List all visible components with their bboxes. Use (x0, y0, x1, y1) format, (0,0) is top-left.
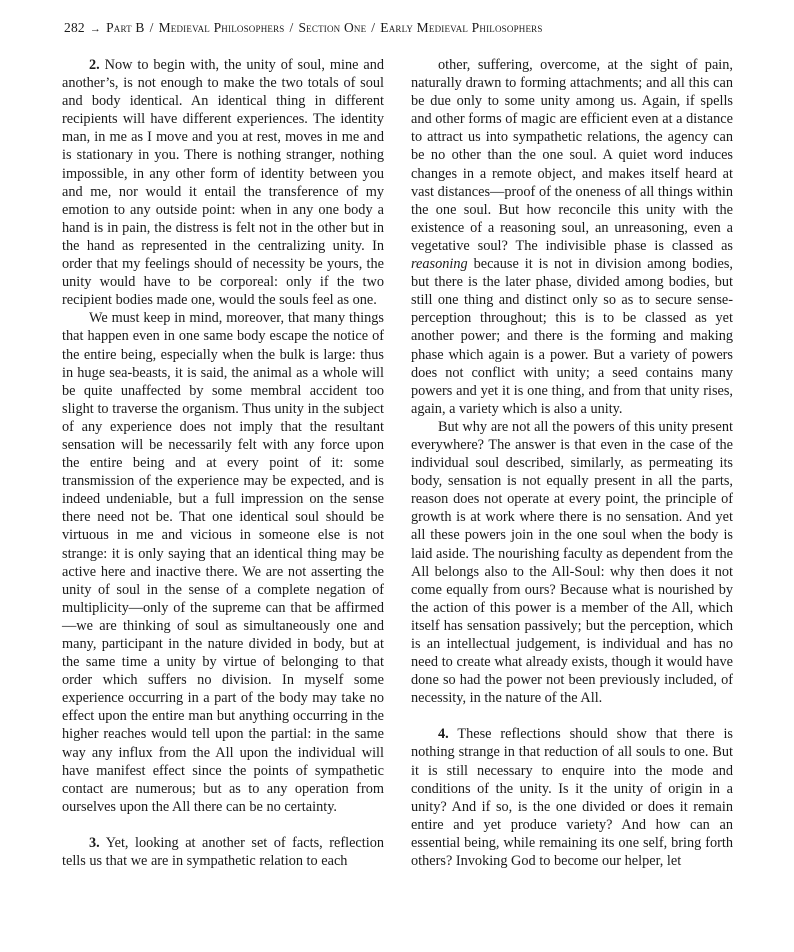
page-number: 282 (64, 20, 85, 35)
section-label: Section One (298, 20, 367, 35)
left-column (62, 56, 384, 870)
paragraph-text: Yet, looking at another set of facts, reflection tells us that we are in sympathetic relation to each (62, 834, 385, 870)
paragraph-section-2 (62, 56, 384, 309)
right-column (411, 56, 733, 870)
paragraph-text: because it is not in division among bodies, but there is the later phase, divided among bodies, but still one thing and distinct only so as to secure sense-perception throughout; this is to be classed as yet another power; and there is the forming and making phase which again is a power. But a variety of powers does not conflict with unity; a seed contains many powers and yet it is one thing, and from that unity rises, again, a variety which is also a unity. (411, 256, 733, 417)
emphasis-text: reasoning (411, 256, 468, 273)
paragraph-continued (411, 56, 733, 418)
separator: / (149, 20, 154, 35)
separator: / (289, 20, 294, 35)
paragraph-text: These reflections should show that there is nothing strange in that reduction of all souls to one. But it is still necessary to enquire into the mode and conditions of the unity. Is it the unity of origin in a unity? And if so, is the one divided or does it remain entire and yet produce variety? And how can an essential being, while remaining its one self, bring forth others? Invoking God to become our helper, let (411, 726, 733, 870)
section-number: 4. (438, 726, 449, 743)
paragraph: We must keep in mind, moreover, that many things that happen even in one same body escape the notice of the entire being, especially when the bulk is large: thus in huge sea-beasts, it is said, the animal as a whole will be quite unaffected by some membral accident too slight to traverse the organism. Thus unity in the subject of any experience does not imply that the resultant sensation will be necessarily felt with any force upon the entire being and at every point of it: some transmission of the experience may be expected, and is indeed undeniable, but a full impression on the sense there need not be. That one identical soul should be virtuous in me and vicious in someone else is not strange: it is only saying that an identical thing may be active here and inactive there. We are not asserting the unity of soul in the sense of a complete negation of multiplicity—only of the supreme can that be affirmed—we are thinking of soul as simultaneously one and many, participant in the nature divided in body, but at the same time a unity by virtue of belonging to that order which suffers no division. In myself some experience occurring in a part of the body may take no effect upon the entire man but anything occurring in the higher reaches would tell upon the partial: in the same way any influx from the All upon the individual will have manifest effect since the points of sympathetic contact are numerous; but as to any operation from ourselves upon the All there can be no certainty. (62, 310, 384, 815)
running-header (64, 20, 744, 36)
part-title: Medieval Philosophers (158, 20, 285, 35)
paragraph: But why are not all the powers of this unity present everywhere? The answer is that even in the case of the individual soul described, similarly, as permeating its body, sensation is not equally present in all the parts, reason does not operate at every point, the principle of growth is at work where there is no sensation. And yet all these powers join in the one soul when the body is laid aside. The nourishing faculty as dependent from the All belongs also to the All-Soul: why then does it not come equally from ours? Because what is nourished by the action of this power is a member of the All, which itself has sensation passively; but the perception, which is an intellectual judgement, is individual and has no need to create what already exists, though it would have done so had the power not been previously included, of necessity, in the nature of the All. (411, 418, 733, 707)
part-label: Part B (106, 20, 145, 35)
arrow-right-icon: → (89, 23, 102, 35)
paragraph-text: Now to begin with, the unity of soul, mine and another’s, is not enough to make the two totals of soul and body identical. An identical thing in different recipients will have different experiences. The identity man, in me as I move and you at rest, moves in me and is stationary in you. There is nothing stranger, nothing impossible, in any other form of identity between you and me, nor would it entail the transference of my emotion to any outside point: when in any one body a hand is in pain, the distress is felt not in the other but in the hand as represented in the centralizing unity. In order that my feelings should of necessity be yours, the unity would have to be corporeal: only if the two recipient bodies made one, would the souls feel as one. (62, 57, 384, 309)
section-number: 3. (89, 834, 100, 851)
paragraph-text: other, suffering, overcome, at the sight of pain, naturally drawn to forming attachments; and all this can be due only to some unity among us. Again, if spells and other forms of magic are efficient even at a distance to attract us into sympathetic relations, the agency can be no other than the one soul. A quiet word induces changes in a remote object, and makes itself heard at vast distances—proof of the oneness of all things within the one soul. But how reconcile this unity with the existence of a reasoning soul, an unreasoning, even a vegetative soul? The indivisible phase is classed as (411, 57, 733, 254)
section-title: Early Medieval Philosophers (380, 20, 543, 35)
paragraph-section-4 (411, 725, 733, 870)
paragraph-section-3 (62, 834, 384, 870)
section-number: 2. (89, 57, 100, 73)
separator: / (371, 20, 376, 35)
